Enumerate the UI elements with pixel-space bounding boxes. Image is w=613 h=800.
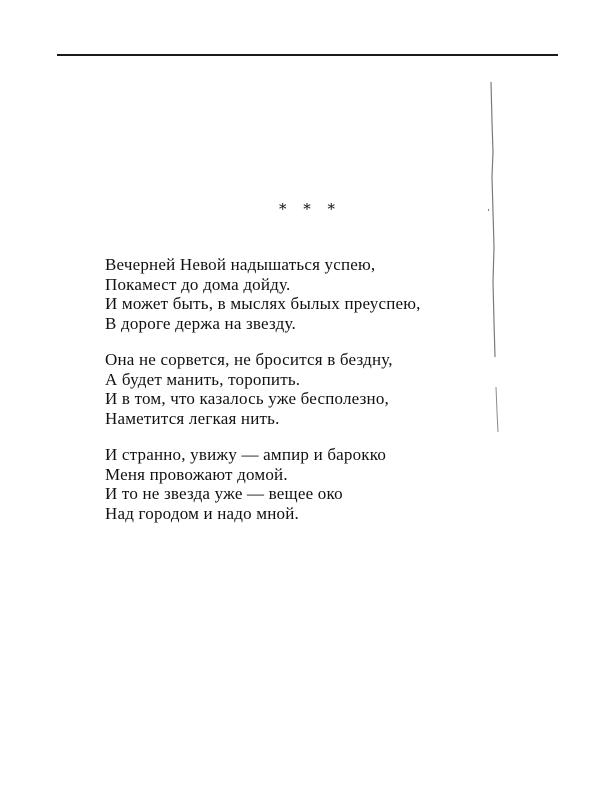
poem-line: Покамест до дома дойду.	[105, 274, 291, 294]
poem-line: И может быть, в мыслях былых преуспею,	[105, 294, 421, 313]
poem-line: А будет манить, торопить.	[105, 369, 301, 389]
top-rule	[57, 54, 558, 56]
poem-line: Наметится легкая нить.	[105, 408, 280, 428]
stanza-1	[105, 255, 500, 333]
stanza-2	[105, 350, 500, 428]
stanza-3	[105, 445, 500, 523]
poem	[105, 255, 500, 540]
poem-line: Она не сорвется, не бросится в бездну,	[105, 350, 393, 369]
poem-line: Вечерней Невой надышаться успею,	[105, 255, 376, 274]
poem-line: В дороге держа на звезду.	[105, 313, 296, 333]
poem-line: И в том, что казалось уже бесполезно,	[105, 389, 389, 408]
poem-line: Над городом и надо мной.	[105, 503, 300, 523]
poem-line: Меня провожают домой.	[105, 464, 288, 484]
stanza-separator: * * *	[278, 200, 342, 218]
poem-line: И то не звезда уже — вещее око	[105, 484, 343, 503]
poem-line: И странно, увижу — ампир и барокко	[105, 445, 387, 464]
